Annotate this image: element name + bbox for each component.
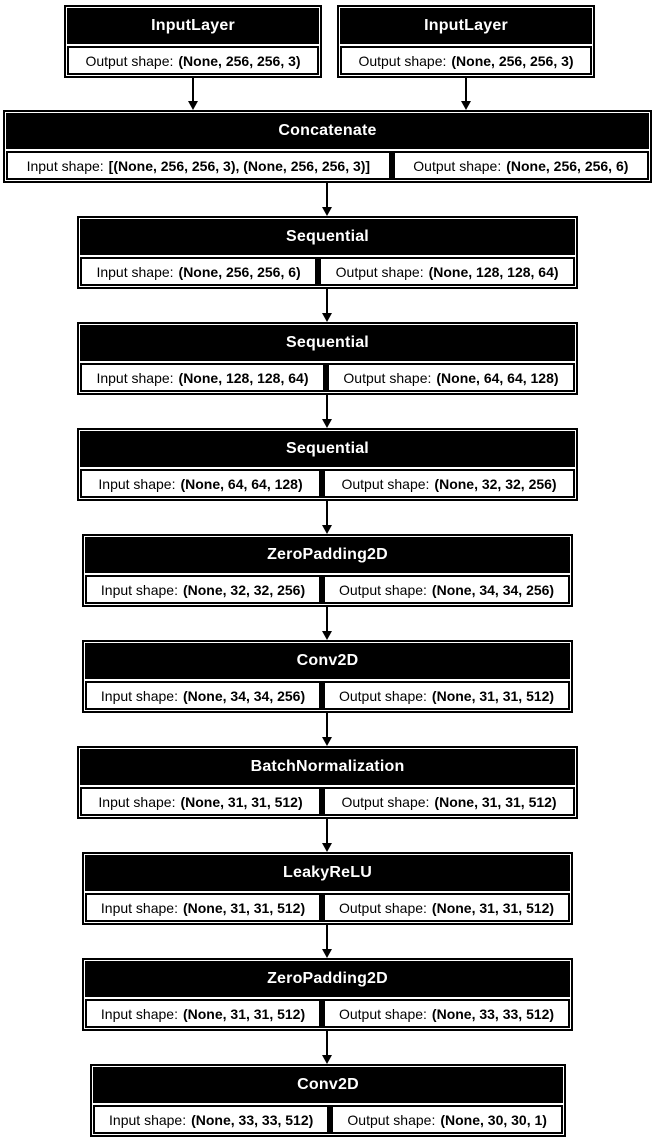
arrowhead-icon: [322, 949, 332, 958]
shape-label: Input shape:: [100, 687, 178, 704]
output-shape-cell: [323, 681, 570, 710]
layer-type-label: Concatenate: [6, 113, 649, 149]
shape-label: Output shape:: [341, 793, 430, 810]
shape-label: Output shape:: [338, 581, 427, 598]
arrowhead-icon: [322, 1055, 332, 1064]
shape-label: Output shape:: [413, 157, 502, 174]
edge-arrow-zeropadding2d-1-to-conv2d-1: [322, 607, 332, 640]
shape-value: (None, 33, 33, 512): [191, 1111, 314, 1128]
shape-label: Input shape:: [100, 1005, 178, 1022]
edge-arrow-concatenate-to-sequential-1: [322, 183, 332, 216]
shape-value: (None, 33, 33, 512): [431, 1005, 555, 1022]
layer-node-sequential-2: [77, 322, 578, 395]
output-shape-cell: [323, 787, 575, 816]
input-shape-cell: [85, 893, 321, 922]
shape-label: Output shape:: [338, 1005, 427, 1022]
layer-node-zeropadding2d-1: [82, 534, 573, 607]
arrowhead-icon: [322, 631, 332, 640]
shape-label: Output shape:: [341, 475, 430, 492]
shape-value: (None, 34, 34, 256): [431, 581, 555, 598]
edge-arrow-zeropadding2d-2-to-conv2d-2: [322, 1031, 332, 1064]
output-shape-cell: [323, 575, 570, 604]
layer-node-inputlayer-left: [64, 5, 322, 78]
shape-label: Output shape:: [347, 1111, 436, 1128]
edge-arrow-batchnormalization-to-leakyrelu: [322, 819, 332, 852]
shape-value: (None, 256, 256, 3): [451, 52, 574, 69]
shape-value: (None, 32, 32, 256): [434, 475, 557, 492]
output-shape-cell: [319, 257, 575, 286]
arrow-shaft: [326, 713, 328, 739]
shape-value: (None, 64, 64, 128): [180, 475, 303, 492]
arrowhead-icon: [322, 737, 332, 746]
input-shape-cell: [80, 363, 325, 392]
output-shape-cell: [327, 363, 575, 392]
shape-value: (None, 256, 256, 6): [178, 263, 301, 280]
output-shape-cell: [323, 893, 570, 922]
layer-node-batchnormalization: [77, 746, 578, 819]
shape-label: Output shape:: [343, 369, 432, 386]
layer-type-label: LeakyReLU: [85, 855, 570, 891]
layer-node-sequential-3: [77, 428, 578, 501]
shape-label: Input shape:: [96, 263, 174, 280]
shape-value: (None, 31, 31, 512): [434, 793, 557, 810]
edge-arrow-sequential-3-to-zeropadding2d-1: [322, 501, 332, 534]
shape-value: (None, 31, 31, 512): [182, 899, 306, 916]
input-shape-cell: [6, 151, 391, 180]
shape-label: Output shape:: [85, 52, 174, 69]
output-shape-cell: [323, 469, 575, 498]
arrowhead-icon: [461, 101, 471, 110]
shape-value: (None, 64, 64, 128): [436, 369, 559, 386]
arrowhead-icon: [322, 525, 332, 534]
shape-label: Output shape:: [358, 52, 447, 69]
input-shape-cell: [80, 469, 321, 498]
layer-node-leakyrelu: [82, 852, 573, 925]
shape-label: Output shape:: [338, 899, 427, 916]
arrow-shaft: [326, 1031, 328, 1057]
arrow-shaft: [326, 501, 328, 527]
shape-value: (None, 32, 32, 256): [182, 581, 306, 598]
output-shape-cell: [393, 151, 649, 180]
shape-value: (None, 34, 34, 256): [182, 687, 306, 704]
shape-value: (None, 31, 31, 512): [182, 1005, 306, 1022]
shape-label: Input shape:: [98, 793, 176, 810]
shape-label: Input shape:: [96, 369, 174, 386]
edge-arrow-input-left-to-concatenate: [188, 78, 198, 110]
input-shape-cell: [80, 787, 321, 816]
shape-label: Input shape:: [109, 1111, 187, 1128]
arrow-shaft: [465, 78, 467, 103]
shape-label: Input shape:: [100, 581, 178, 598]
arrow-shaft: [326, 925, 328, 951]
input-shape-cell: [85, 999, 321, 1028]
layer-type-label: Sequential: [80, 325, 575, 361]
edge-arrow-sequential-2-to-sequential-3: [322, 395, 332, 428]
layer-node-sequential-1: [77, 216, 578, 289]
shape-value: (None, 31, 31, 512): [431, 899, 555, 916]
shape-value: [(None, 256, 256, 3), (None, 256, 256, 3)]: [108, 157, 371, 174]
input-shape-cell: [93, 1105, 329, 1134]
arrowhead-icon: [322, 419, 332, 428]
shape-value: (None, 256, 256, 6): [506, 157, 629, 174]
layer-node-concatenate: [3, 110, 652, 183]
layer-type-label: BatchNormalization: [80, 749, 575, 785]
input-shape-cell: [85, 681, 321, 710]
layer-node-conv2d-2: [90, 1064, 566, 1137]
arrowhead-icon: [322, 843, 332, 852]
edge-arrow-sequential-1-to-sequential-2: [322, 289, 332, 322]
shape-label: Output shape:: [338, 687, 427, 704]
input-shape-cell: [85, 575, 321, 604]
layer-node-conv2d-1: [82, 640, 573, 713]
arrow-shaft: [326, 183, 328, 209]
arrow-shaft: [326, 289, 328, 315]
layer-node-zeropadding2d-2: [82, 958, 573, 1031]
shape-label: Input shape:: [98, 475, 176, 492]
arrow-shaft: [326, 607, 328, 633]
arrowhead-icon: [322, 313, 332, 322]
layer-type-label: InputLayer: [340, 8, 592, 44]
shape-value: (None, 30, 30, 1): [440, 1111, 547, 1128]
layer-type-label: Conv2D: [93, 1067, 563, 1103]
input-shape-cell: [80, 257, 317, 286]
layer-type-label: ZeroPadding2D: [85, 537, 570, 573]
layer-type-label: InputLayer: [67, 8, 319, 44]
layer-type-label: Sequential: [80, 219, 575, 255]
output-shape-cell: [67, 46, 319, 75]
edge-arrow-conv2d-1-to-batchnormalization: [322, 713, 332, 746]
shape-label: Input shape:: [26, 157, 104, 174]
layer-type-label: Conv2D: [85, 643, 570, 679]
layer-type-label: ZeroPadding2D: [85, 961, 570, 997]
arrowhead-icon: [188, 101, 198, 110]
edge-arrow-input-right-to-concatenate: [461, 78, 471, 110]
arrow-shaft: [192, 78, 194, 103]
output-shape-cell: [331, 1105, 563, 1134]
shape-value: (None, 256, 256, 3): [178, 52, 301, 69]
shape-value: (None, 128, 128, 64): [178, 369, 309, 386]
shape-value: (None, 31, 31, 512): [431, 687, 555, 704]
arrow-shaft: [326, 819, 328, 845]
output-shape-cell: [323, 999, 570, 1028]
output-shape-cell: [340, 46, 592, 75]
shape-value: (None, 128, 128, 64): [428, 263, 559, 280]
edge-arrow-leakyrelu-to-zeropadding2d-2: [322, 925, 332, 958]
shape-value: (None, 31, 31, 512): [180, 793, 303, 810]
layer-node-inputlayer-right: [337, 5, 595, 78]
arrow-shaft: [326, 395, 328, 421]
layer-type-label: Sequential: [80, 431, 575, 467]
arrowhead-icon: [322, 207, 332, 216]
shape-label: Output shape:: [335, 263, 424, 280]
shape-label: Input shape:: [100, 899, 178, 916]
